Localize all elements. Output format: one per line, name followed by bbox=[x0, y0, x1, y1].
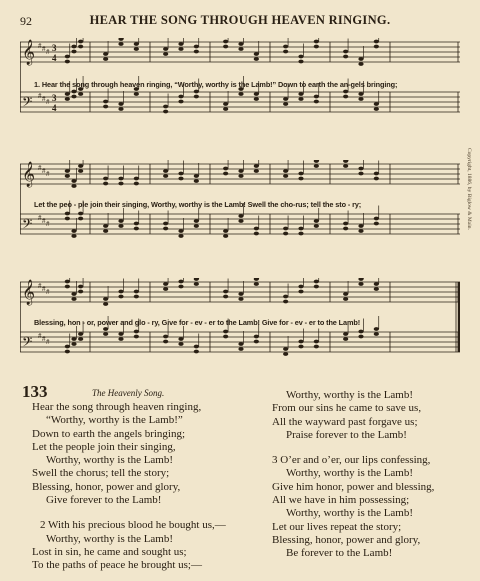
note-head bbox=[163, 174, 168, 178]
note-head bbox=[163, 287, 168, 291]
note-head bbox=[238, 169, 243, 173]
note-head bbox=[283, 169, 288, 173]
note-head bbox=[78, 169, 83, 173]
note-head bbox=[65, 169, 70, 173]
note-head bbox=[254, 52, 259, 56]
note-head bbox=[374, 40, 379, 44]
note-head bbox=[194, 278, 199, 281]
sharp-sign: # bbox=[46, 220, 50, 228]
note-head bbox=[223, 45, 228, 49]
note-head bbox=[238, 42, 243, 46]
verse-line: To the paths of peace he brought us;— bbox=[32, 559, 202, 572]
note-head bbox=[298, 285, 303, 289]
stanza-gap bbox=[272, 442, 434, 454]
note-head bbox=[374, 282, 379, 286]
note-head bbox=[194, 345, 199, 349]
note-head bbox=[134, 335, 139, 339]
note-head bbox=[238, 347, 243, 351]
note-head bbox=[163, 169, 168, 173]
note-head bbox=[238, 342, 243, 346]
note-head bbox=[358, 92, 363, 96]
note-head bbox=[254, 227, 259, 231]
page-number: 92 bbox=[20, 14, 32, 28]
note-head bbox=[223, 40, 228, 44]
note-head bbox=[118, 42, 123, 46]
verse-line: Be forever to the Lamb! bbox=[286, 547, 393, 560]
note-head bbox=[283, 347, 288, 351]
verse-line: Down to earth the angels bringing; bbox=[32, 427, 186, 440]
note-head bbox=[134, 42, 139, 46]
verse-line: Worthy, worthy is the Lamb! bbox=[286, 507, 414, 520]
verse-line: Hear the song through heaven ringing, bbox=[32, 401, 202, 413]
note-head bbox=[283, 45, 288, 49]
note-head bbox=[358, 167, 363, 171]
note-head bbox=[134, 177, 139, 181]
note-head bbox=[134, 222, 139, 226]
note-head bbox=[134, 330, 139, 334]
note-head bbox=[374, 172, 379, 176]
verse-line: Blessing, honor, power and glory, bbox=[32, 480, 181, 493]
note-head bbox=[343, 222, 348, 226]
note-head bbox=[283, 232, 288, 236]
sharp-sign: # bbox=[46, 288, 50, 296]
note-head bbox=[103, 332, 108, 336]
sharp-sign: # bbox=[38, 42, 42, 50]
note-head bbox=[283, 97, 288, 101]
sharp-sign: # bbox=[42, 285, 46, 293]
note-head bbox=[283, 295, 288, 299]
note-head bbox=[254, 232, 259, 236]
note-head bbox=[65, 92, 70, 96]
note-head bbox=[163, 335, 168, 339]
note-head bbox=[65, 97, 70, 101]
sharp-sign: # bbox=[42, 167, 46, 175]
note-head bbox=[163, 105, 168, 109]
sharp-sign: # bbox=[38, 332, 42, 340]
note-head bbox=[254, 340, 259, 344]
note-head bbox=[223, 107, 228, 111]
note-head bbox=[71, 45, 76, 49]
note-head bbox=[178, 285, 183, 289]
note-head bbox=[118, 332, 123, 336]
note-head bbox=[65, 285, 70, 289]
verse-line: Worthy, worthy is the Lamb! bbox=[286, 389, 414, 401]
note-head bbox=[254, 97, 259, 101]
verse-line: “Worthy, worthy is the Lamb!” bbox=[46, 414, 183, 427]
note-head bbox=[118, 295, 123, 299]
note-head bbox=[358, 97, 363, 101]
note-head bbox=[134, 227, 139, 231]
note-head bbox=[223, 290, 228, 294]
note-head bbox=[78, 285, 83, 289]
note-head bbox=[178, 95, 183, 99]
verse-line: Praise forever to the Lamb! bbox=[286, 428, 407, 441]
note-head bbox=[358, 224, 363, 228]
note-head bbox=[163, 52, 168, 56]
note-head bbox=[65, 217, 70, 221]
note-head bbox=[118, 177, 123, 181]
note-head bbox=[358, 172, 363, 176]
note-head bbox=[298, 340, 303, 344]
note-head bbox=[78, 92, 83, 96]
note-head bbox=[298, 60, 303, 64]
note-head bbox=[71, 179, 76, 183]
sharp-sign: # bbox=[42, 217, 46, 225]
hymn-number: 133 bbox=[22, 382, 48, 401]
sharp-sign: # bbox=[46, 170, 50, 178]
bass-clef: 𝄢 bbox=[22, 94, 33, 113]
note-head bbox=[118, 107, 123, 111]
treble-clef: 𝄞 bbox=[22, 40, 36, 65]
verse-line: Worthy, worthy is the Lamb! bbox=[46, 454, 174, 467]
note-head bbox=[78, 290, 83, 294]
sharp-sign: # bbox=[38, 282, 42, 290]
note-head bbox=[254, 164, 259, 168]
note-head bbox=[283, 102, 288, 106]
note-head bbox=[163, 110, 168, 114]
note-head bbox=[223, 172, 228, 176]
sharp-sign: # bbox=[46, 98, 50, 106]
note-head bbox=[118, 102, 123, 106]
note-head bbox=[254, 335, 259, 339]
note-head bbox=[178, 177, 183, 181]
note-head bbox=[103, 297, 108, 301]
verse-line: Worthy, worthy is the Lamb! bbox=[286, 467, 414, 480]
note-head bbox=[238, 174, 243, 178]
note-head bbox=[103, 57, 108, 61]
note-head bbox=[178, 100, 183, 104]
note-head bbox=[134, 290, 139, 294]
sharp-sign: # bbox=[42, 45, 46, 53]
verse-line: 2 With his precious blood he bought us,— bbox=[40, 519, 226, 532]
time-sig-top: 3 bbox=[52, 93, 57, 103]
note-head bbox=[283, 352, 288, 356]
note-head bbox=[103, 177, 108, 181]
note-head bbox=[314, 40, 319, 44]
note-head bbox=[78, 212, 83, 216]
treble-clef: 𝄞 bbox=[22, 280, 36, 305]
note-head bbox=[283, 300, 288, 304]
note-head bbox=[283, 227, 288, 231]
note-head bbox=[238, 47, 243, 51]
sharp-sign: # bbox=[46, 338, 50, 346]
note-head bbox=[78, 45, 83, 49]
note-head bbox=[343, 332, 348, 336]
note-head bbox=[103, 182, 108, 186]
verse-column-right bbox=[272, 389, 434, 561]
sharp-sign: # bbox=[42, 335, 46, 343]
note-head bbox=[298, 55, 303, 59]
note-head bbox=[223, 330, 228, 334]
time-sig-top: 3 bbox=[52, 43, 57, 53]
note-head bbox=[223, 167, 228, 171]
verse-line: All the wayward past forgave us; bbox=[272, 415, 418, 428]
note-head bbox=[103, 302, 108, 306]
lyric-line-2: Let the peo - ple join their singing, Worthy, worthy is the Lamb! Swell the cho-rus; tell the sto - ry; bbox=[34, 200, 362, 209]
note-head bbox=[298, 345, 303, 349]
page-title: HEAR THE SONG THROUGH HEAVEN RINGING. bbox=[89, 13, 391, 27]
note-head bbox=[178, 172, 183, 176]
note-head bbox=[178, 229, 183, 233]
verse-line: Let the people join their singing, bbox=[32, 440, 176, 453]
note-head bbox=[358, 57, 363, 61]
note-head bbox=[343, 95, 348, 99]
note-head bbox=[163, 222, 168, 226]
note-head bbox=[283, 50, 288, 54]
note-head bbox=[71, 184, 76, 188]
note-head bbox=[283, 174, 288, 178]
note-head bbox=[71, 50, 76, 54]
note-head bbox=[298, 232, 303, 236]
note-head bbox=[134, 295, 139, 299]
note-head bbox=[223, 335, 228, 339]
note-head bbox=[343, 90, 348, 94]
note-head bbox=[223, 102, 228, 106]
note-head bbox=[103, 100, 108, 104]
note-head bbox=[194, 219, 199, 223]
verse-line: All we have in him possessing; bbox=[272, 494, 410, 507]
note-head bbox=[194, 174, 199, 178]
note-head bbox=[194, 282, 199, 286]
note-head bbox=[71, 297, 76, 301]
note-head bbox=[134, 92, 139, 96]
note-head bbox=[374, 102, 379, 106]
note-head bbox=[103, 327, 108, 331]
note-head bbox=[238, 219, 243, 223]
note-head bbox=[178, 280, 183, 284]
note-head bbox=[343, 227, 348, 231]
note-head bbox=[194, 224, 199, 228]
note-head bbox=[103, 229, 108, 233]
sharp-sign: # bbox=[38, 214, 42, 222]
note-head bbox=[163, 340, 168, 344]
note-head bbox=[78, 332, 83, 336]
note-head bbox=[298, 92, 303, 96]
verse-line: Let our lives repeat the story; bbox=[272, 520, 402, 533]
note-head bbox=[71, 95, 76, 99]
note-head bbox=[78, 40, 83, 44]
note-head bbox=[71, 90, 76, 94]
note-head bbox=[314, 160, 319, 163]
note-head bbox=[314, 340, 319, 344]
note-head bbox=[103, 105, 108, 109]
note-head bbox=[254, 278, 259, 281]
note-head bbox=[374, 287, 379, 291]
note-head bbox=[358, 335, 363, 339]
note-head bbox=[71, 337, 76, 341]
lyric-line-1: 1. Hear the song through heaven ringing, “Worthy, worthy is the Lamb!” Down to earth the an-gels bringing; bbox=[34, 80, 398, 89]
note-head bbox=[238, 297, 243, 301]
note-head bbox=[298, 177, 303, 181]
note-head bbox=[358, 62, 363, 66]
note-head bbox=[314, 45, 319, 49]
note-head bbox=[374, 45, 379, 49]
note-head bbox=[343, 55, 348, 59]
note-head bbox=[314, 280, 319, 284]
note-head bbox=[314, 285, 319, 289]
note-head bbox=[254, 57, 259, 61]
note-head bbox=[298, 97, 303, 101]
note-head bbox=[118, 224, 123, 228]
note-head bbox=[238, 292, 243, 296]
sharp-sign: # bbox=[38, 164, 42, 172]
note-head bbox=[238, 92, 243, 96]
note-head bbox=[65, 280, 70, 284]
note-head bbox=[223, 234, 228, 238]
note-head bbox=[118, 290, 123, 294]
note-head bbox=[178, 234, 183, 238]
note-head bbox=[163, 227, 168, 231]
note-head bbox=[163, 282, 168, 286]
note-head bbox=[194, 45, 199, 49]
verse-line: Give forever to the Lamb! bbox=[46, 494, 162, 507]
note-head bbox=[314, 219, 319, 223]
note-head bbox=[358, 282, 363, 286]
note-head bbox=[298, 290, 303, 294]
sharp-sign: # bbox=[38, 92, 42, 100]
note-head bbox=[194, 179, 199, 183]
note-head bbox=[163, 47, 168, 51]
sharp-sign: # bbox=[42, 95, 46, 103]
note-head bbox=[65, 174, 70, 178]
sharp-sign: # bbox=[46, 48, 50, 56]
note-head bbox=[78, 217, 83, 221]
note-head bbox=[343, 292, 348, 296]
note-head bbox=[223, 295, 228, 299]
note-head bbox=[65, 60, 70, 64]
note-head bbox=[178, 47, 183, 51]
note-head bbox=[343, 337, 348, 341]
verse-line: 3 O’er and o’er, our lips confessing, bbox=[272, 454, 431, 467]
time-sig-bottom: 4 bbox=[52, 53, 57, 63]
note-head bbox=[178, 342, 183, 346]
verse-column-left bbox=[32, 401, 226, 573]
note-head bbox=[314, 345, 319, 349]
verse-line: From our sins he came to save us, bbox=[272, 402, 422, 415]
note-head bbox=[194, 95, 199, 99]
note-head bbox=[78, 337, 83, 341]
lyric-line-3: Blessing, hon - or, power and glo - ry, Give for - ev - er to the Lamb! Give for - ev - er to the Lamb! bbox=[34, 318, 361, 327]
note-head bbox=[118, 38, 123, 41]
note-head bbox=[71, 342, 76, 346]
note-head bbox=[238, 214, 243, 218]
note-head bbox=[194, 350, 199, 354]
music-system-2 bbox=[20, 160, 460, 260]
note-head bbox=[71, 234, 76, 238]
verse-line: Worthy, worthy is the Lamb! bbox=[46, 532, 174, 545]
note-head bbox=[358, 278, 363, 281]
note-head bbox=[134, 47, 139, 51]
note-head bbox=[314, 164, 319, 168]
note-head bbox=[103, 52, 108, 56]
note-head bbox=[65, 350, 70, 354]
note-head bbox=[78, 164, 83, 168]
note-head bbox=[298, 172, 303, 176]
time-sig-bottom: 4 bbox=[52, 103, 57, 113]
note-head bbox=[374, 217, 379, 221]
note-head bbox=[374, 222, 379, 226]
note-head bbox=[65, 212, 70, 216]
note-head bbox=[343, 160, 348, 163]
note-head bbox=[254, 282, 259, 286]
verse-line: Blessing, honor, power and glory, bbox=[272, 533, 421, 546]
note-head bbox=[254, 92, 259, 96]
note-head bbox=[314, 100, 319, 104]
note-head bbox=[343, 164, 348, 168]
treble-clef: 𝄞 bbox=[22, 162, 36, 187]
note-head bbox=[254, 169, 259, 173]
note-head bbox=[65, 55, 70, 59]
note-head bbox=[374, 332, 379, 336]
note-head bbox=[71, 229, 76, 233]
note-head bbox=[118, 337, 123, 341]
bass-clef: 𝄢 bbox=[22, 216, 33, 235]
copyright-note: Copyright, 1886, by Biglow & Main. bbox=[466, 148, 472, 230]
verse-line: Give him honor, power and blessing, bbox=[272, 480, 435, 493]
bass-clef: 𝄢 bbox=[22, 334, 33, 353]
note-head bbox=[343, 297, 348, 301]
music-system-3 bbox=[20, 278, 460, 378]
note-head bbox=[358, 229, 363, 233]
note-head bbox=[314, 95, 319, 99]
note-head bbox=[178, 337, 183, 341]
note-head bbox=[223, 229, 228, 233]
note-head bbox=[71, 292, 76, 296]
note-head bbox=[298, 227, 303, 231]
verse-line: Swell the chorus; tell the story; bbox=[32, 467, 170, 480]
note-head bbox=[118, 219, 123, 223]
note-head bbox=[178, 42, 183, 46]
note-head bbox=[374, 327, 379, 331]
note-head bbox=[343, 50, 348, 54]
note-head bbox=[194, 90, 199, 94]
hymn-subtitle: The Heavenly Song. bbox=[92, 388, 165, 398]
note-head bbox=[118, 182, 123, 186]
note-head bbox=[314, 224, 319, 228]
note-head bbox=[374, 177, 379, 181]
note-head bbox=[194, 50, 199, 54]
note-head bbox=[374, 107, 379, 111]
note-head bbox=[358, 330, 363, 334]
stanza-gap bbox=[32, 507, 226, 519]
verse-line: Lost in sin, he came and sought us; bbox=[32, 545, 187, 558]
note-head bbox=[103, 224, 108, 228]
note-head bbox=[134, 182, 139, 186]
note-head bbox=[65, 345, 70, 349]
